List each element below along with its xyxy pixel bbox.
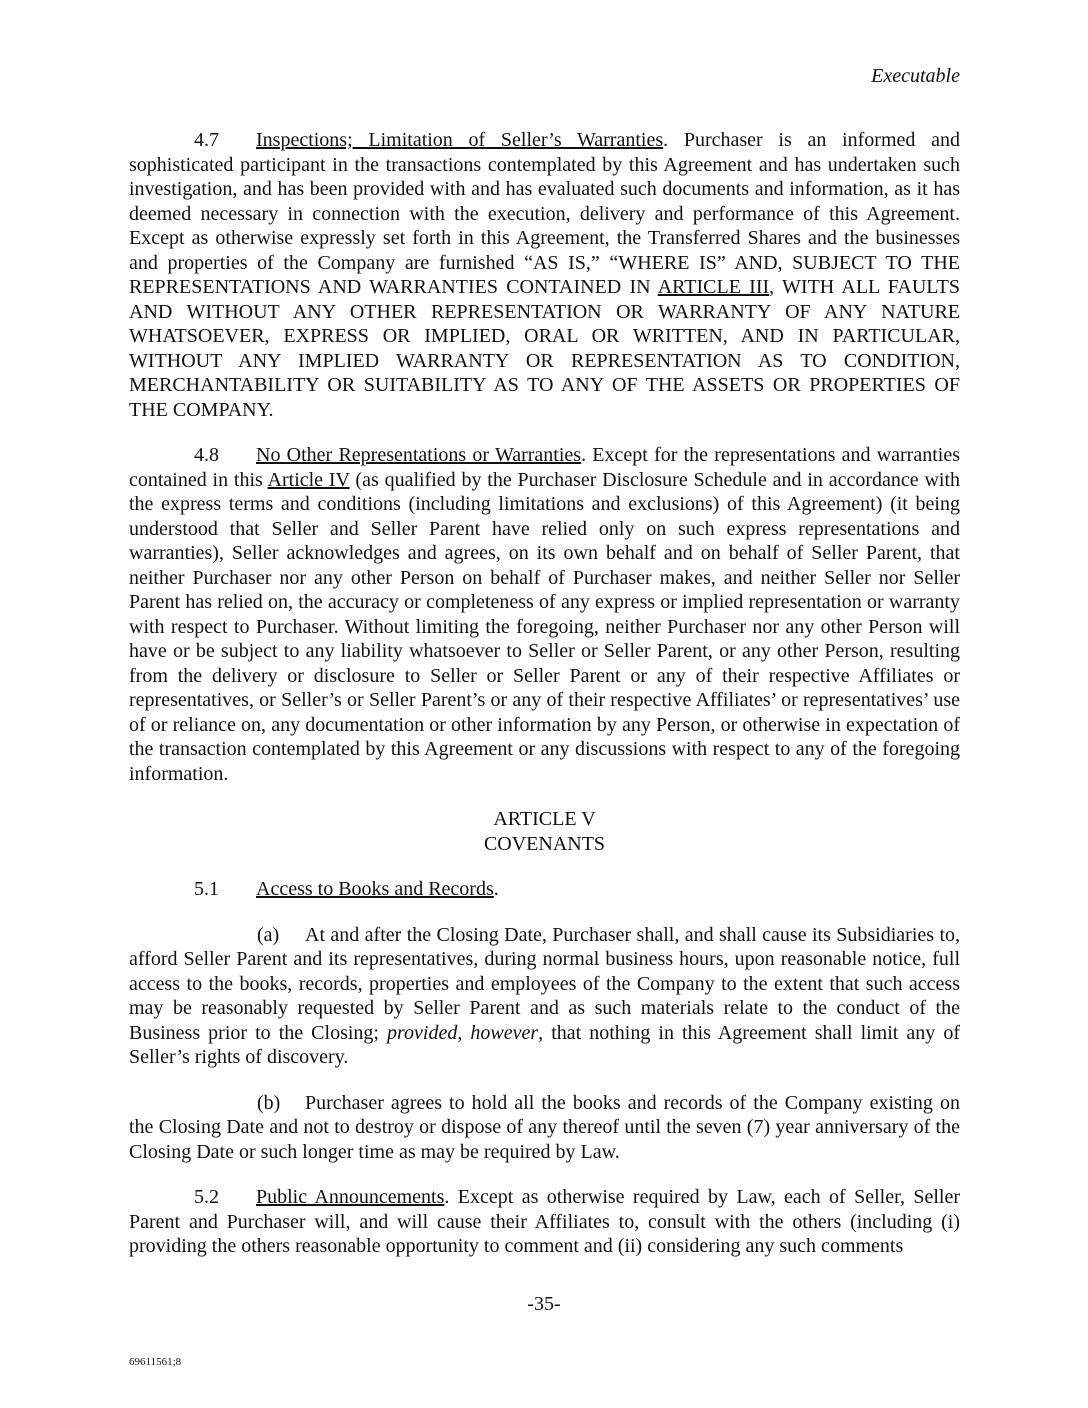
subsection-text: , that nothing in this Agreement shall limit any of Seller’s rights of discovery. — [129, 1021, 960, 1068]
section-heading: Inspections; Limitation of Seller’s Warranties — [256, 129, 664, 151]
section-heading: No Other Representations or Warranties — [256, 444, 582, 466]
article-number: ARTICLE V — [493, 808, 596, 830]
section-number: 4.7 — [194, 129, 219, 151]
subsection-text: At and after the Closing Date, Purchaser shall, and shall cause its Subsidiaries to, afford Seller Parent and its representatives, during normal business hours, upon reasonable notice, full access to the books, records, properties and employees of the Company to the extent that such access may be reasonably requested by Seller Parent and as such materials relate to the conduct of the Business prior to the Closing; — [129, 923, 960, 1044]
subsection-text: Purchaser agrees to hold all the books and records of the Company existing on the Closing Date and not to destroy or dispose of any thereof until the seven (7) year anniversary of the Closing Date or such longer time as may be required by Law. — [129, 1091, 960, 1163]
section-period: . — [493, 878, 499, 900]
document-body — [129, 128, 960, 1280]
section-text: . Except for the representations and warranties contained in this — [129, 444, 960, 491]
section-heading: Public Announcements — [256, 1186, 445, 1208]
subsection-5-1-b — [129, 1091, 960, 1165]
article-heading — [129, 807, 960, 856]
cross-reference-link[interactable]: Article IV — [267, 468, 350, 491]
section-number: 5.1 — [194, 878, 219, 900]
section-text: , WITH ALL FAULTS AND WITHOUT ANY OTHER REPRESENTATION OR WARRANTY OF ANY NATURE WHATSOEVER, EXPRESS OR IMPLIED, ORAL OR WRITTEN, AND IN PARTICULAR, WITHOUT ANY IMPLIED WARRANTY OR REPRESENTATION AS TO CONDITION, MERCHANTABILITY OR SUITABILITY AS TO ANY OF THE ASSETS OR PROPERTIES OF THE COMPANY. — [129, 276, 960, 421]
section-text: . Purchaser is an informed and sophisticated participant in the transactions contemplated by this Agreement and has undertaken such investigation, and has been provided with and has evaluated such documents and information, as it has deemed necessary in connection with the execution, delivery and performance of this Agreement. Except as otherwise expressly set forth in this Agreement, the Transferred Shares and the businesses and properties of the Company are furnished “AS IS,” “WHERE IS” AND, SUBJECT TO THE REPRESENTATIONS AND WARRANTIES CONTAINED IN — [129, 129, 960, 298]
section-4-8 — [129, 443, 960, 786]
section-5-2 — [129, 1185, 960, 1259]
article-title: COVENANTS — [483, 832, 606, 855]
section-text: (as qualified by the Purchaser Disclosure Schedule and in accordance with the express terms and conditions (including limitations and exclusions) of this Agreement) (it being understood that Seller and Seller Parent have relied only on such express representations and warranties), Seller acknowledges and agrees, on its own behalf and on behalf of Seller Parent, that neither Purchaser nor any other Person on behalf of Purchaser makes, and neither Seller nor Seller Parent has relied on, the accuracy or completeness of any express or implied representation or warranty with respect to Purchaser. Without limiting the foregoing, neither Purchaser nor any other Person will have or be subject to any liability whatsoever to Seller or Seller Parent, or any other Person, resulting from the delivery or disclosure to Seller or Seller Parent or any of their respective Affiliates or representatives, or Seller’s or Seller Parent’s or any of their respective Affiliates’ or representatives’ use of or reliance on, any documentation or other information by any Person, or otherwise in expectation of the transaction contemplated by this Agreement or any discussions with respect to any of the foregoing information. — [129, 468, 960, 785]
subsection-5-1-a — [129, 923, 960, 1070]
section-number: 4.8 — [194, 444, 219, 466]
section-text: . Except as otherwise required by Law, each of Seller, Seller Parent and Purchaser will, and will cause their Affiliates to, consult with the others (including (i) providing the others reasonable opportunity to comment and (ii) considering any such comments — [129, 1186, 960, 1257]
section-number: 5.2 — [194, 1186, 219, 1208]
header-label: Executable — [871, 65, 960, 87]
section-4-7 — [129, 128, 960, 422]
document-id: 69611561;8 — [129, 1356, 182, 1368]
subsection-label: (a) — [257, 923, 280, 946]
section-heading: Access to Books and Records — [256, 878, 494, 900]
italic-text: provided, however — [387, 1021, 539, 1044]
subsection-label: (b) — [257, 1091, 281, 1114]
cross-reference-link[interactable]: ARTICLE III — [657, 276, 770, 298]
section-5-1 — [129, 877, 960, 902]
page-number: -35- — [527, 1293, 561, 1315]
